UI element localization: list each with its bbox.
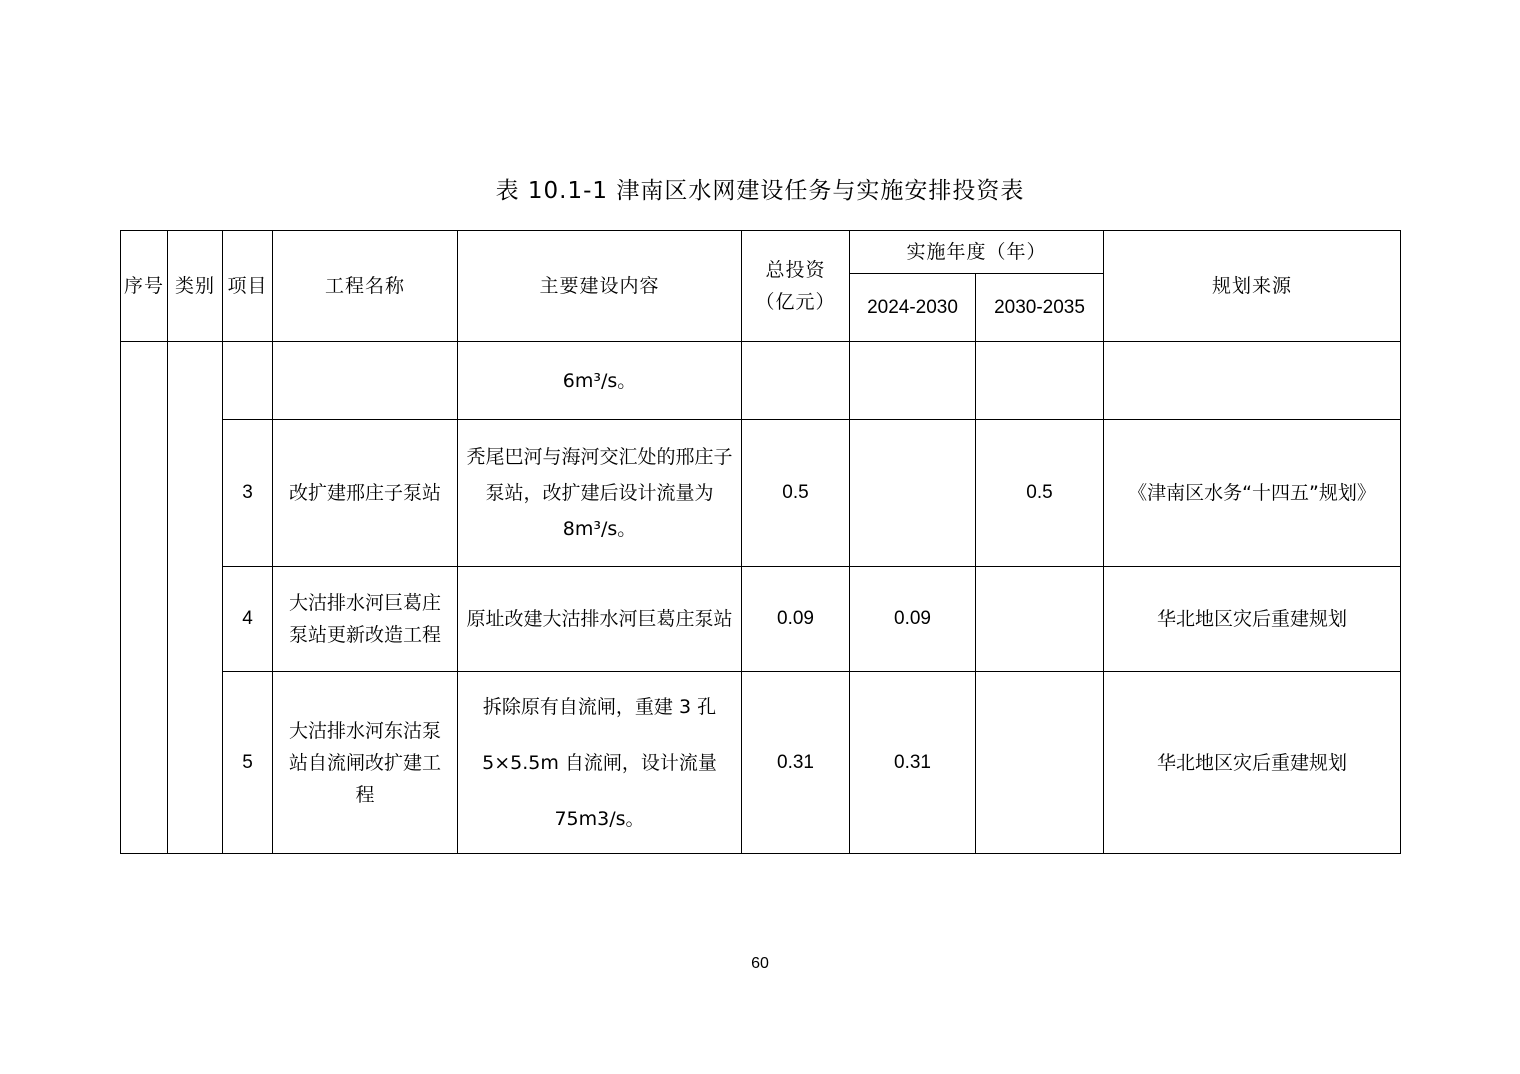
- period-2-cell: 0.5: [976, 420, 1104, 567]
- header-project-name: 工程名称: [273, 231, 458, 342]
- header-plan-source: 规划来源: [1104, 231, 1401, 342]
- header-implementation-year: 实施年度（年）: [850, 231, 1104, 274]
- header-main-content: 主要建设内容: [458, 231, 742, 342]
- total-cell: [742, 342, 850, 420]
- source-cell: [1104, 342, 1401, 420]
- item-cell: [223, 342, 273, 420]
- seq-cell: [121, 342, 168, 854]
- header-item: 项目: [223, 231, 273, 342]
- period-2-cell: [976, 672, 1104, 854]
- total-cell: 0.09: [742, 567, 850, 672]
- item-cell: 4: [223, 567, 273, 672]
- page-number: 60: [751, 955, 769, 972]
- header-period-2024-2030: 2024-2030: [850, 274, 976, 342]
- period-1-cell: 0.31: [850, 672, 976, 854]
- project-name-cell: 大沽排水河巨葛庄泵站更新改造工程: [273, 567, 458, 672]
- item-cell: 5: [223, 672, 273, 854]
- source-cell: 华北地区灾后重建规划: [1104, 672, 1401, 854]
- total-cell: 0.5: [742, 420, 850, 567]
- project-name-cell: 改扩建邢庄子泵站: [273, 420, 458, 567]
- header-seq: 序号: [121, 231, 168, 342]
- period-1-cell: [850, 420, 976, 567]
- period-2-cell: [976, 567, 1104, 672]
- category-cell: [168, 342, 223, 854]
- content-cell: 秃尾巴河与海河交汇处的邢庄子泵站，改扩建后设计流量为 8m³/s。: [458, 420, 742, 567]
- total-cell: 0.31: [742, 672, 850, 854]
- table-title: 表 10.1-1 津南区水网建设任务与实施安排投资表: [495, 178, 1025, 204]
- period-2-cell: [976, 342, 1104, 420]
- item-cell: 3: [223, 420, 273, 567]
- header-total-investment: 总投资（亿元）: [742, 231, 850, 342]
- content-cell: 6m³/s。: [458, 342, 742, 420]
- source-cell: 《津南区水务“十四五”规划》: [1104, 420, 1401, 567]
- project-name-cell: 大沽排水河东沽泵站自流闸改扩建工程: [273, 672, 458, 854]
- project-name-cell: [273, 342, 458, 420]
- table-row: [121, 567, 1401, 672]
- content-cell: 原址改建大沽排水河巨葛庄泵站: [458, 567, 742, 672]
- period-1-cell: [850, 342, 976, 420]
- header-period-2030-2035: 2030-2035: [976, 274, 1104, 342]
- header-category: 类别: [168, 231, 223, 342]
- table-row: [121, 420, 1401, 567]
- content-cell: 拆除原有自流闸，重建 3 孔 5×5.5m 自流闸，设计流量 75m3/s。: [458, 672, 742, 854]
- source-cell: 华北地区灾后重建规划: [1104, 567, 1401, 672]
- period-1-cell: 0.09: [850, 567, 976, 672]
- table-row: [121, 342, 1401, 420]
- table-row: [121, 672, 1401, 854]
- investment-table: [120, 230, 1401, 854]
